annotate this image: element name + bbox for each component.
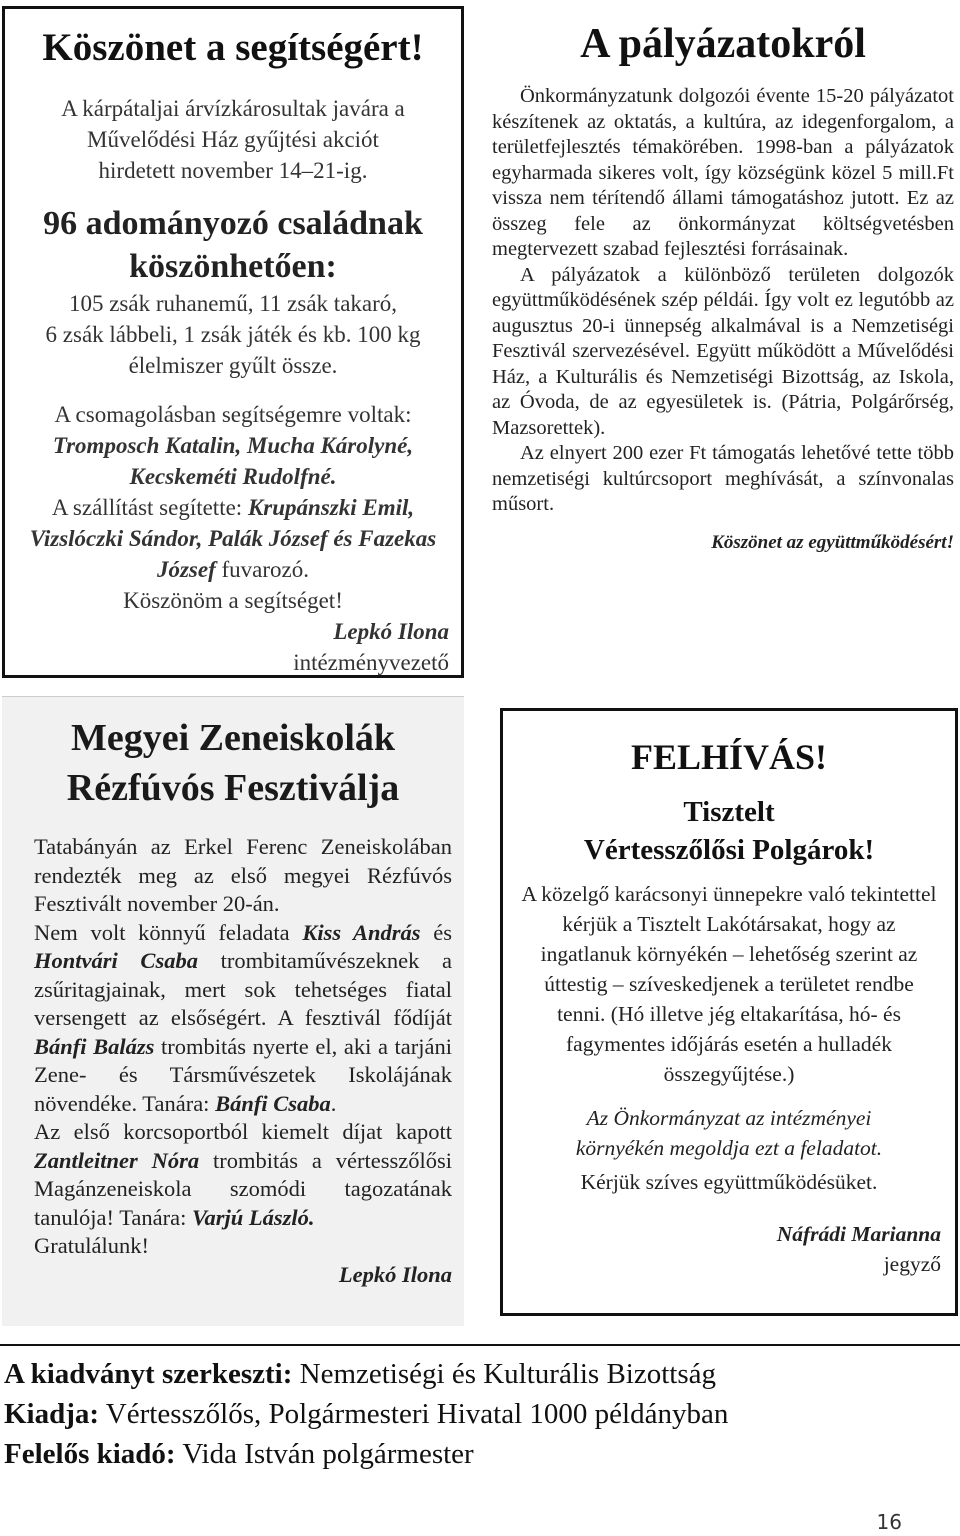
collected-items xyxy=(5,288,461,381)
imprint-responsible xyxy=(4,1434,960,1474)
thanks-closing: Köszönöm a segítséget! xyxy=(123,588,343,613)
call-note: Az Önkormányzat az intézményei környékén megoldja ezt a feladatot. xyxy=(575,1106,883,1160)
intro-line: Művelődési Ház gyűjtési akciót xyxy=(87,127,379,152)
call-signature-name: Náfrádi Marianna xyxy=(776,1222,941,1246)
grants-paragraph: A pályázatok a különböző területen dolgozók együttműködésének szép példái. Így volt ez legutóbb az augusztus 20-i ünnepség alkalmával is a Nemzetiségi Fesztivál szervezésével. Együtt működött a Művelődési Ház, a Kulturális és Nemzetiségi Bizottság, az Iskola, az Óvoda, de az egyesületek is. (Pátria, Polgárőrség, Mazsorettek). xyxy=(492,263,954,439)
call-closing: Kérjük szíves együttműködésüket. xyxy=(580,1170,878,1194)
thanks-signature-role: intézményvezető xyxy=(293,650,449,675)
imprint xyxy=(0,1344,960,1474)
headline-line: 96 adományozó családnak xyxy=(43,205,423,242)
person-name: Hontvári Csaba xyxy=(34,948,198,973)
festival-paragraph xyxy=(2,1118,464,1232)
text: Nem volt könnyű feladata xyxy=(34,919,303,945)
person-name: Bánfi Csaba xyxy=(215,1090,331,1116)
packing-label: A csomagolásban segítségemre voltak: xyxy=(54,402,412,427)
thanks-title: Köszönet a segítségért! xyxy=(42,26,424,69)
festival-title-line: Rézfúvós Fesztiválja xyxy=(66,767,400,809)
festival-signature: Lepkó Ilona xyxy=(338,1261,452,1287)
grants-paragraph: Önkormányzatunk dolgozói évente 15-20 pályázatot készítenek az oktatás, a kultúra, az idegenforgalom, a területfejlesztés témakörében. 1998-ban a pályázatok egyharmada sikeres volt, így községünk közel 5 mill.Ft vissza nem térítendő állami támogatáshoz jutott. Ez az összeg fele az önkormányzat költségvetésben megtervezett szabad fejlesztési forrásainak. xyxy=(492,85,954,260)
grants-paragraph: Az elnyert 200 ezer Ft támogatás lehetővé tette több nemzetiségi kultúrcsoport meghívását, a színvonalas műsort. xyxy=(492,442,954,515)
transport-name: Krupánszki Emil, xyxy=(247,495,415,520)
imprint-publisher xyxy=(4,1394,960,1434)
imprint-value: Nemzetiségi és Kulturális Bizottság xyxy=(292,1358,717,1390)
collected-line: élelmiszer gyűlt össze. xyxy=(128,353,338,378)
grants-article xyxy=(492,18,954,555)
text: Az első korcsoportból kiemelt díjat kapott xyxy=(34,1119,452,1144)
greeting-line: Tisztelt xyxy=(683,796,775,828)
imprint-value: Vértesszőlős, Polgármesteri Hivatal 1000 példányban xyxy=(99,1398,729,1430)
festival-congrats: Gratulálunk! xyxy=(34,1233,149,1258)
transport-name: József xyxy=(156,557,216,582)
collected-line: 105 zsák ruhanemű, 11 zsák takaró, xyxy=(68,291,398,316)
intro-line: A kárpátaljai árvízkárosultak javára a xyxy=(61,96,405,121)
imprint-value: Vida István polgármester xyxy=(175,1438,474,1470)
text: trombitás a vértesszőlősi Magánzeneiskola szomódi tagozatának tanulója! Tanára: xyxy=(34,1147,453,1230)
festival-title-line: Megyei Zeneiskolák xyxy=(70,717,396,759)
call-title: FELHÍVÁS! xyxy=(630,737,828,777)
thanks-signature-name: Lepkó Ilona xyxy=(333,619,449,644)
grants-thanks-line: Köszönet az együttműködésért! xyxy=(711,531,954,553)
thanks-article xyxy=(2,6,464,678)
transport-line xyxy=(5,554,461,585)
festival-article xyxy=(2,696,464,1326)
transport-label: A szállítást segítette: xyxy=(51,495,243,520)
person-name: Kiss András xyxy=(302,919,421,945)
person-name: Bánfi Balázs xyxy=(34,1033,155,1059)
packing-helpers xyxy=(5,399,461,492)
imprint-label: Kiadja: xyxy=(4,1398,100,1430)
page-number: 16 xyxy=(876,1510,902,1534)
text: trombitaművészeknek a zsűritagjainak, mert sok tehetséges fiatal versengett az elsőségért. A fesztivál fődíját xyxy=(34,948,452,1030)
transport-names: Vizslóczki Sándor, Palák József és Fazekas xyxy=(29,526,437,551)
packing-names: Kecskeméti Rudolfné. xyxy=(129,464,337,489)
festival-title xyxy=(2,713,464,813)
imprint-label: A kiadványt szerkeszti: xyxy=(4,1358,293,1390)
transport-suffix: fuvarozó. xyxy=(215,557,310,582)
person-name: Zantleitner Nóra xyxy=(34,1147,200,1173)
call-greeting xyxy=(503,793,955,869)
call-signature-role: jegyző xyxy=(883,1252,941,1276)
collected-line: 6 zsák lábbeli, 1 zsák játék és kb. 100 kg xyxy=(45,322,421,347)
person-name: Varjú László. xyxy=(191,1204,315,1230)
packing-names: Tromposch Katalin, Mucha Károlyné, xyxy=(52,433,414,458)
greeting-line: Vértesszőlősi Polgárok! xyxy=(583,834,875,866)
text: . xyxy=(330,1090,337,1116)
imprint-label: Felelős kiadó: xyxy=(4,1438,176,1470)
imprint-editor xyxy=(4,1354,960,1394)
text: és xyxy=(420,919,452,945)
transport-line xyxy=(5,492,461,523)
thanks-headline xyxy=(5,202,461,288)
headline-line: köszönhetően: xyxy=(129,248,337,285)
thanks-intro xyxy=(5,93,461,186)
festival-paragraph xyxy=(2,919,464,1119)
grants-title: A pályázatokról xyxy=(580,21,866,67)
intro-line: hirdetett november 14–21-ig. xyxy=(98,158,368,183)
festival-paragraph: Tatabányán az Erkel Ferenc Zeneiskolában rendezték meg az első megyei Rézfúvós Fesztivált november 20-án. xyxy=(34,834,452,916)
text: trombitás nyerte el, aki a tarjáni Zene- és Társművészetek Iskolájának növendéke. Tanára: xyxy=(34,1033,452,1116)
call-body: A közelgő karácsonyi ünnepekre való tekintettel kérjük a Tisztelt Lakótársakat, hogy az ingatlanuk környékén – lehetőség szerint az úttestig – szíveskedjenek a területet rendbe tenni. (Hó illetve jég eltakarítása, hó- és fagymentes időjárás esetén a hulladék összegyűjtése.) xyxy=(521,882,937,1086)
call-notice xyxy=(500,708,958,1316)
transport-helpers xyxy=(5,492,461,585)
